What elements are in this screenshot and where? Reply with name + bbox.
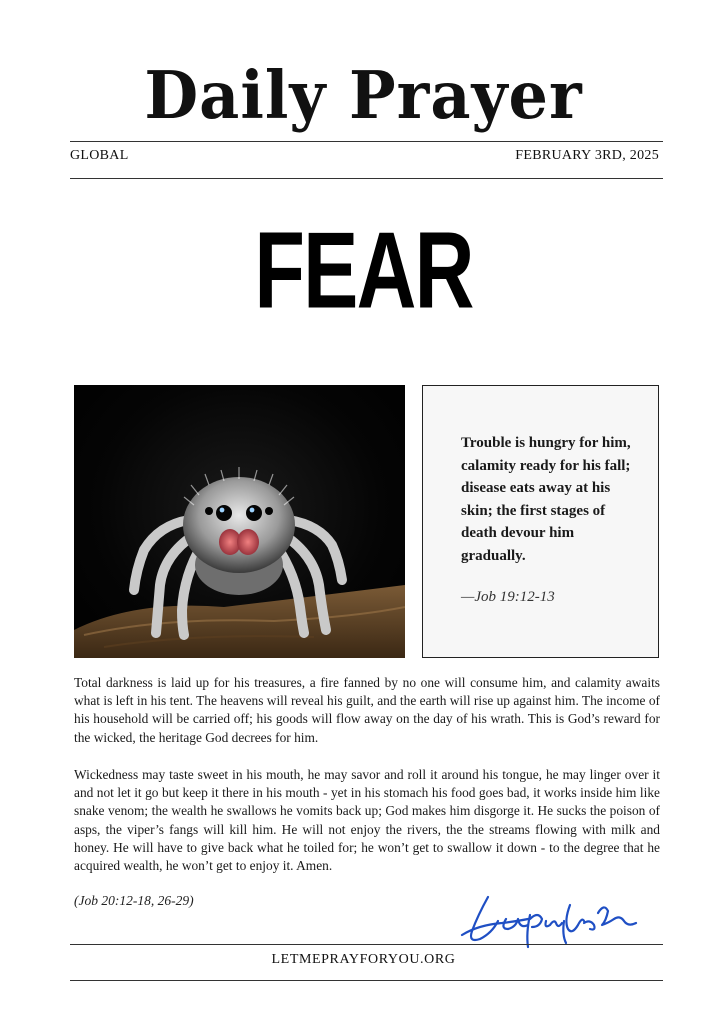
footer-top-rule: [70, 944, 663, 945]
date-label: FEBRUARY 3RD, 2025: [515, 148, 659, 163]
header-top-rule: [70, 141, 663, 142]
masthead-title: Daily Prayer: [144, 57, 583, 134]
header-meta-row: [70, 148, 663, 168]
scripture-reference: (Job 20:12-18, 26-29): [74, 893, 194, 908]
handwritten-signature: [458, 885, 643, 951]
header-bottom-rule: [70, 178, 663, 179]
spider-illustration: [74, 385, 405, 658]
quote-text: Trouble is hungry for him, calamity ready for his fall; disease eats away at his skin; the first stages of death devour him gradually.: [461, 435, 631, 564]
body-paragraph: Wickedness may taste sweet in his mouth, he may savor and roll it around his tongue, he may linger over it and not let it go but keep it there in his mouth - yet in his stomach his food goes bad, it works inside him like snake venom; the wealth he swallows he vomits back up; God makes him disgorge it. He sucks the poison of asps, the viper’s fangs will kill him. He will not enjoy the rivers, the the streams flowing with milk and honey. He will have to give back what he toiled for; he won’t get to swallow it down - to the degree that he acquired wealth, he won’t get to enjoy it. Amen.: [74, 767, 660, 874]
spider-photo: [74, 385, 405, 658]
footer-website-link[interactable]: LETMEPRAYFORYOU.ORG: [271, 952, 456, 967]
region-label: GLOBAL: [70, 148, 129, 163]
footer-bottom-rule: [70, 980, 663, 981]
headline: FEAR: [254, 210, 473, 332]
body-paragraph: Total darkness is laid up for his treasures, a fire fanned by no one will consume him, and calamity awaits what is left in his tent. The heavens will reveal his guilt, and the earth will rise up against him. The income of his household will be carried off; his goods will flow away on the day of his wrath. This is God’s reward for the wicked, the heritage God decrees for him.: [74, 675, 660, 745]
quote-box: [422, 385, 659, 658]
quote-citation: —Job 19:12-13: [461, 589, 555, 605]
